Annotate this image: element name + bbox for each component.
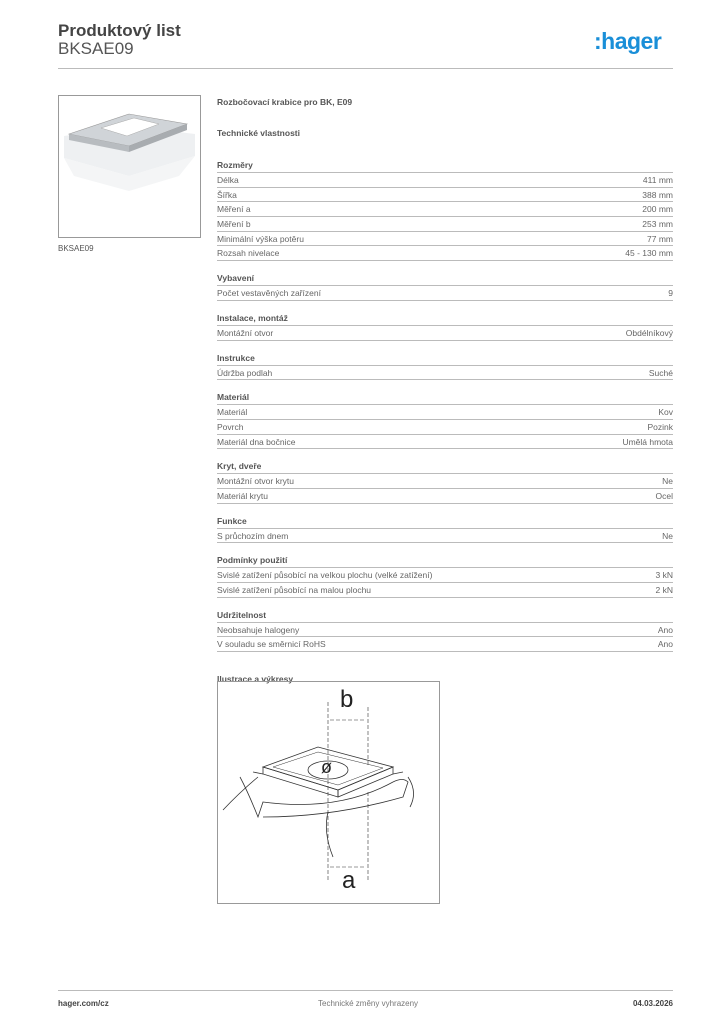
section-heading: Instalace, montáž — [217, 312, 673, 326]
diameter-label: ø — [321, 757, 332, 777]
spec-section — [217, 272, 673, 301]
spec-section — [217, 609, 673, 652]
spec-row — [217, 568, 673, 583]
spec-row — [217, 405, 673, 420]
spec-label: S průchozím dnem — [217, 530, 289, 541]
spec-label: Měření a — [217, 204, 251, 215]
spec-value: Ne — [662, 530, 673, 541]
spec-section — [217, 460, 673, 503]
footer-date: 04.03.2026 — [632, 999, 673, 1008]
spec-row — [217, 173, 673, 188]
spec-row — [217, 326, 673, 341]
spec-value: Suché — [648, 367, 673, 378]
product-image — [58, 95, 201, 238]
spec-panel — [217, 97, 673, 684]
spec-value: 2 kN — [655, 585, 673, 595]
spec-label: Rozsah nivelace — [217, 248, 280, 259]
spec-label: Šířka — [217, 189, 237, 200]
spec-row — [217, 188, 673, 203]
spec-label: Povrch — [217, 421, 244, 432]
spec-row — [217, 232, 673, 247]
spec-value: Umělá hmota — [622, 436, 673, 447]
spec-value: 388 mm — [642, 189, 673, 200]
section-heading: Instrukce — [217, 352, 673, 366]
spec-label: Neobsahuje halogeny — [217, 624, 300, 635]
spec-section — [217, 391, 673, 449]
spec-section — [217, 554, 673, 597]
dimension-drawing — [217, 681, 440, 904]
section-heading: Kryt, dveře — [217, 460, 673, 474]
spec-row — [217, 489, 673, 504]
spec-value: 411 mm — [642, 175, 673, 185]
tech-heading: Technické vlastnosti — [217, 128, 300, 138]
spec-label: Materiál — [217, 407, 248, 418]
spec-value: 3 kN — [655, 570, 673, 581]
section-heading: Podmínky použití — [217, 554, 673, 568]
spec-label: Svislé zatížení působící na velkou plochu (velké zatížení) — [217, 570, 433, 581]
spec-value: Ano — [657, 624, 673, 635]
section-heading: Vybavení — [217, 272, 673, 286]
spec-value: 253 mm — [642, 219, 673, 230]
spec-value: Obdélníkový — [625, 327, 673, 338]
section-heading: Udržitelnost — [217, 609, 673, 623]
footer-website[interactable]: hager.com/cz — [58, 999, 109, 1008]
product-code: BKSAE09 — [58, 39, 134, 58]
section-heading: Rozměry — [217, 159, 673, 173]
spec-row — [217, 420, 673, 435]
spec-row — [217, 583, 673, 598]
dimension-b-label: b — [340, 686, 354, 713]
spec-label: Měření b — [217, 219, 251, 230]
spec-value: Ocel — [655, 490, 673, 501]
spec-value: 77 mm — [647, 233, 673, 244]
page-title: Produktový list — [58, 21, 181, 40]
spec-value: 200 mm — [642, 204, 673, 215]
spec-label: Délka — [217, 175, 239, 185]
spec-section — [217, 352, 673, 381]
spec-section — [217, 515, 673, 544]
spec-row — [217, 637, 673, 652]
illustrations-heading: Ilustrace a výkresy — [217, 674, 294, 685]
spec-row — [217, 246, 673, 261]
spec-label: Montážní otvor — [217, 327, 274, 338]
spec-value: Ano — [657, 639, 673, 650]
spec-label: Údržba podlah — [217, 367, 273, 378]
spec-label: Montážní otvor krytu — [217, 476, 295, 487]
section-heading: Materiál — [217, 391, 673, 405]
spec-value: 45 - 130 mm — [625, 248, 673, 259]
spec-section — [217, 159, 673, 261]
spec-value: Ne — [662, 476, 673, 487]
footer-note: Technické změny vyhrazeny — [318, 999, 419, 1008]
spec-value: Pozink — [647, 421, 673, 432]
spec-label: Počet vestavěných zařízení — [217, 288, 321, 299]
spec-row — [217, 529, 673, 544]
spec-row — [217, 623, 673, 638]
product-name: Rozbočovací krabice pro BK, E09 — [217, 97, 353, 107]
spec-row — [217, 286, 673, 301]
spec-row — [217, 474, 673, 489]
spec-row — [217, 435, 673, 450]
section-heading: Funkce — [217, 515, 673, 529]
thumbnail-caption: BKSAE09 — [58, 244, 94, 253]
spec-row — [217, 217, 673, 232]
spec-section — [217, 312, 673, 341]
spec-row — [217, 366, 673, 381]
spec-label: Minimální výška potěru — [217, 233, 304, 244]
spec-label: V souladu se směrnicí RoHS — [217, 639, 326, 650]
spec-row — [217, 202, 673, 217]
footer-divider — [58, 990, 673, 991]
spec-label: Svislé zatížení působící na malou plochu — [217, 585, 372, 595]
header-divider — [58, 68, 673, 69]
spec-value: 9 — [668, 288, 673, 299]
hager-logo: :hager — [594, 28, 662, 54]
spec-label: Materiál krytu — [217, 490, 269, 501]
spec-value: Kov — [658, 407, 673, 418]
spec-label: Materiál dna bočnice — [217, 436, 296, 447]
dimension-a-label: a — [342, 867, 356, 894]
